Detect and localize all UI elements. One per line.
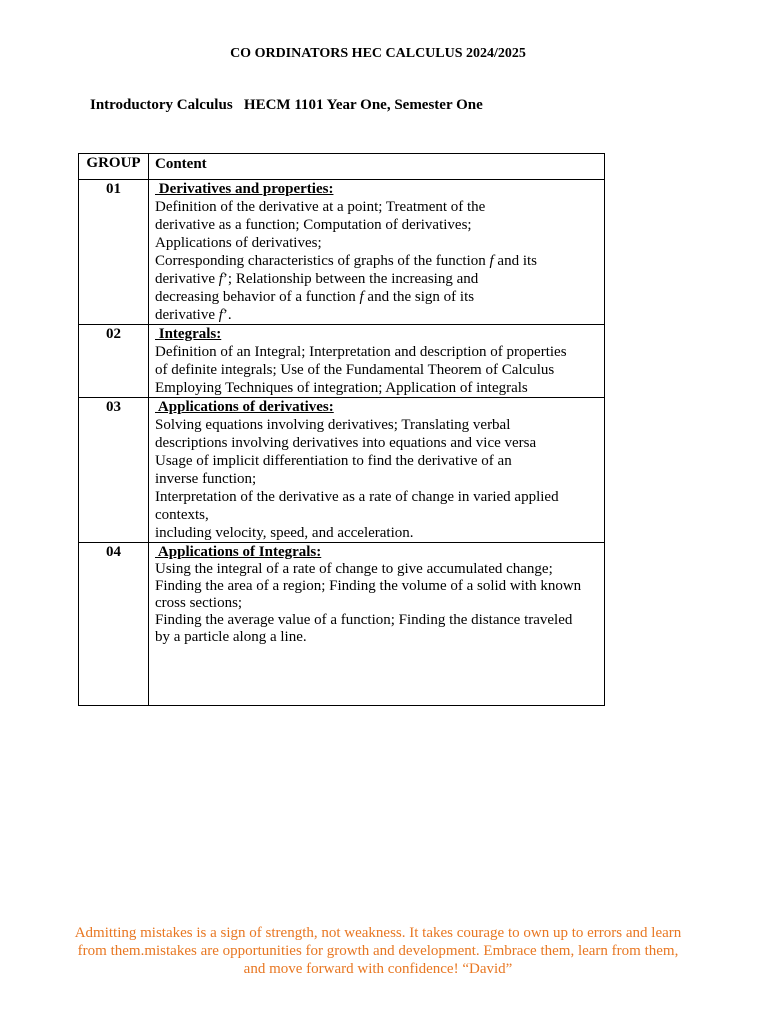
footer-quote: [60, 924, 696, 978]
content-line: Using the integral of a rate of change to give accumulated change;: [155, 561, 553, 577]
group-number: 03: [79, 398, 149, 543]
content-line: of definite integrals; Use of the Fundamental Theorem of Calculus: [155, 362, 555, 378]
content-line: Finding the average value of a function; Finding the distance traveled: [155, 612, 573, 628]
content-line: Finding the area of a region; Finding the volume of a solid with known: [155, 578, 582, 594]
course-subtitle: Introductory Calculus HECM 1101 Year One, Semester One: [90, 97, 483, 113]
group-number: 02: [79, 325, 149, 398]
section-heading: Applications of derivatives:: [155, 399, 334, 415]
table-row: [79, 325, 605, 398]
quote-line: Admitting mistakes is a sign of strength, not weakness. It takes courage to own up to errors and learn: [74, 925, 682, 941]
group-number: 04: [79, 543, 149, 706]
content-line: decreasing behavior of a function f and the sign of its: [155, 289, 475, 305]
table-row: [79, 543, 605, 706]
quote-line: from them.mistakes are opportunities for growth and development. Embrace them, learn from them,: [77, 943, 679, 959]
document-title: CO ORDINATORS HEC CALCULUS 2024/2025: [230, 46, 526, 61]
content-line: contexts,: [155, 507, 209, 523]
table-header-row: [79, 154, 605, 180]
content-line: cross sections;: [155, 595, 243, 611]
content-line: derivative f’; Relationship between the increasing and: [155, 271, 479, 287]
group-number: 01: [79, 180, 149, 325]
group-content: [149, 325, 605, 398]
content-line: derivative f’.: [155, 307, 232, 323]
table-row: [79, 180, 605, 325]
section-heading: Integrals:: [155, 326, 222, 342]
content-line: inverse function;: [155, 471, 257, 487]
column-header-content: Content: [149, 154, 605, 180]
content-line: derivative as a function; Computation of derivatives;: [155, 217, 472, 233]
content-line: Corresponding characteristics of graphs of the function f and its: [155, 253, 537, 269]
content-line: Interpretation of the derivative as a rate of change in varied applied: [155, 489, 559, 505]
content-line: including velocity, speed, and acceleration.: [155, 525, 414, 541]
content-line: Usage of implicit differentiation to find the derivative of an: [155, 453, 512, 469]
content-line: Applications of derivatives;: [155, 235, 322, 251]
content-line: Solving equations involving derivatives; Translating verbal: [155, 417, 511, 433]
group-content: [149, 543, 605, 706]
content-line: Definition of an Integral; Interpretation and description of properties: [155, 344, 567, 360]
group-content: [149, 180, 605, 325]
group-content: [149, 398, 605, 543]
content-line: Employing Techniques of integration; Application of integrals: [155, 380, 528, 396]
content-line: Definition of the derivative at a point; Treatment of the: [155, 199, 486, 215]
section-heading: Applications of Integrals:: [155, 544, 322, 560]
content-line: by a particle along a line.: [155, 629, 307, 645]
table-row: [79, 398, 605, 543]
section-heading: Derivatives and properties:: [155, 181, 334, 197]
groups-table: [78, 153, 605, 706]
quote-line: and move forward with confidence! “David”: [243, 961, 513, 977]
content-line: descriptions involving derivatives into equations and vice versa: [155, 435, 537, 451]
column-header-group: GROUP: [79, 154, 149, 180]
